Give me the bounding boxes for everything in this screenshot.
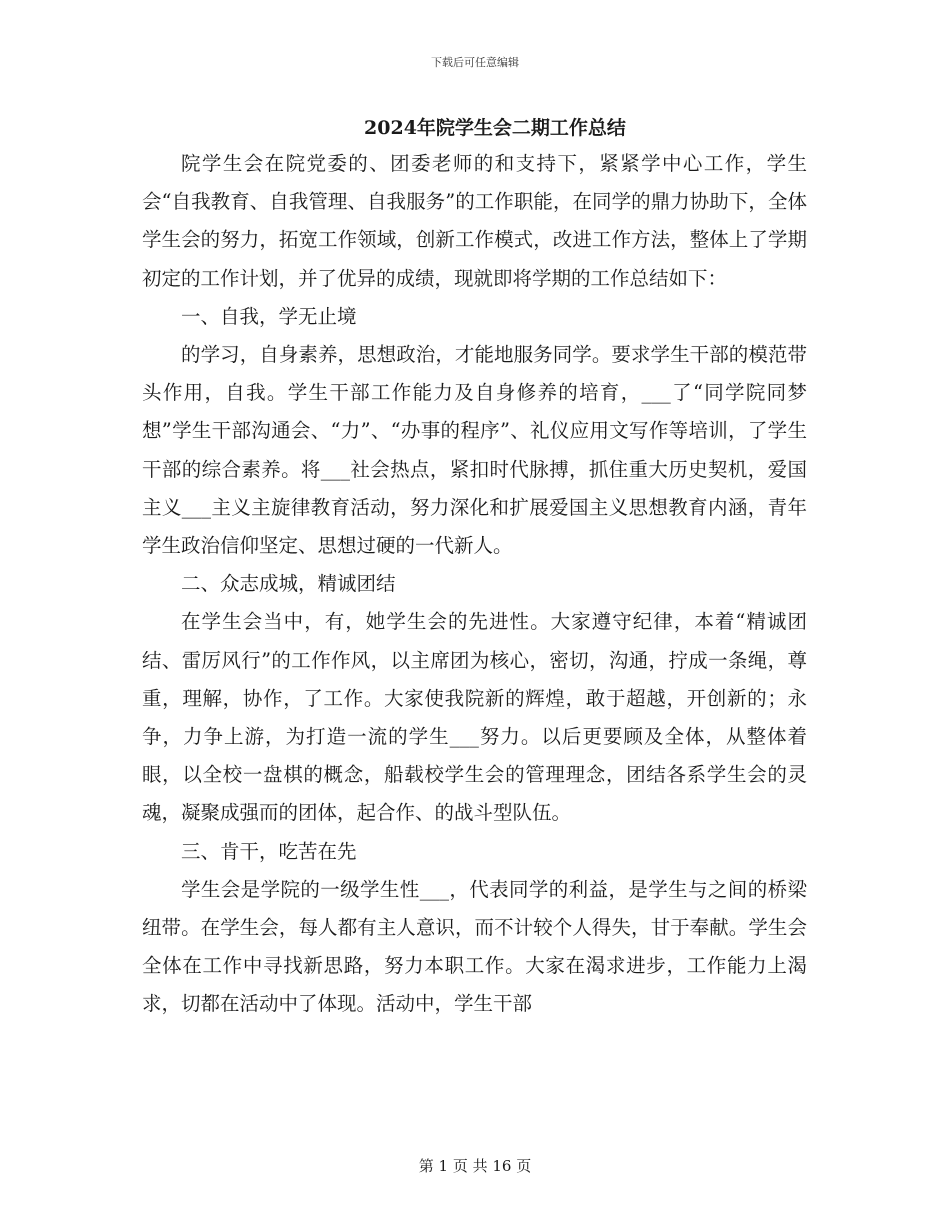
paragraph-intro: 院学生会在院党委的、团委老师的和支持下，紧紧学中心工作，学生会“自我教育、自我管理、自我服务”的工作职能，在同学的鼎力协助下，全体学生会的努力，拓宽工作领域，创新工作模式，改进工作方法，整体上了学期初定的工作计划，并了优异的成绩，现就即将学期的工作总结如下： [142, 152, 807, 290]
header-note: 下载后可任意编辑 [431, 56, 519, 69]
document-title: 2024年院学生会二期工作总结 [364, 117, 626, 139]
paragraph-section-3: 学生会是学院的一级学生性___，代表同学的利益，是学生与之间的桥梁纽带。在学生会，每人都有主人意识，而不计较个人得失，甘于奉献。学生会全体在工作中寻找新思路，努力本职工作。大家在渴求进步，工作能力上渴求，切都在活动中了体现。活动中，学生干部 [142, 877, 807, 1016]
section-heading-2: 二、众志成城，精诚团结 [181, 572, 396, 596]
page-number: 第 1 页 共 16 页 [418, 1157, 532, 1175]
paragraph-section-1: 的学习，自身素养，思想政治，才能地服务同学。要求学生干部的模范带头作用，自我。学生干部工作能力及自身修养的培育，___了“同学院同梦想”学生干部沟通会、“力”、“办事的程序”、礼仪应用文写作等培训，了学生干部的综合素养。将___社会热点，紧扣时代脉搏，抓住重大历史契机，爱国主义___主义主旋律教育活动，努力深化和扩展爱国主义思想教育内涵，青年学生政治信仰坚定、思想过硬的一代新人。 [142, 343, 807, 558]
document-body [142, 145, 807, 1024]
section-heading-1: 一、自我，学无止境 [181, 304, 357, 328]
section-heading-3: 三、肯干，吃苦在先 [181, 839, 357, 863]
paragraph-section-2: 在学生会当中，有，她学生会的先进性。大家遵守纪律，本着“精诚团结、雷厉风行”的工作作风，以主席团为核心，密切，沟通，拧成一条绳，尊重，理解，协作，了工作。大家使我院新的辉煌，敢于超越，开创新的；永争，力争上游，为打造一流的学生___努力。以后更要顾及全体，从整体着眼，以全校一盘棋的概念，船载校学生会的管理理念，团结各系学生会的灵魂，凝聚成强而的团体，起合作、的战斗型队伍。 [142, 610, 807, 825]
